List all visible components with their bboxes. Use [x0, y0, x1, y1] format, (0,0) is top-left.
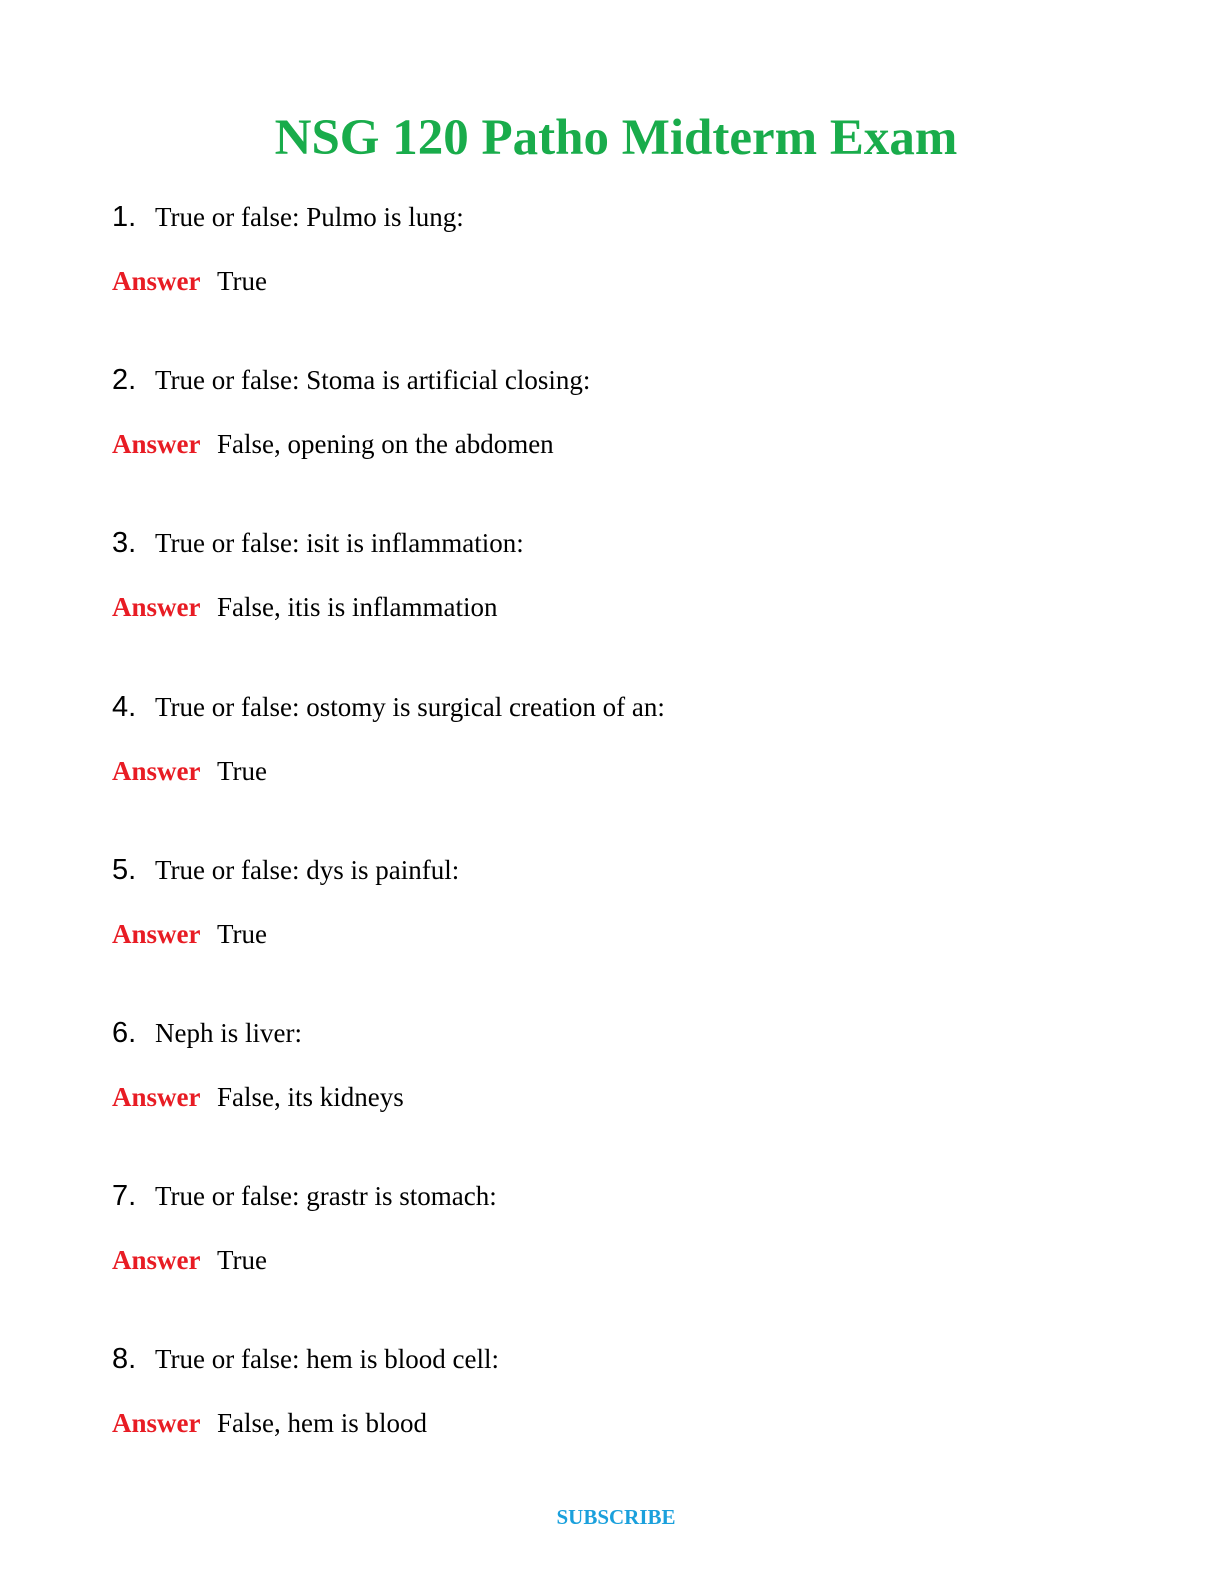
question-number: 7. [112, 1180, 137, 1212]
question-number: 6. [112, 1017, 137, 1049]
question-number: 8. [112, 1343, 137, 1375]
answer-label: Answer [112, 756, 201, 786]
answer-text: False, itis is inflammation [217, 592, 498, 622]
question-number: 4. [112, 691, 137, 723]
question-text: True or false: isit is inflammation: [155, 528, 524, 558]
question [112, 360, 1112, 400]
answer [112, 751, 1112, 791]
question-text: True or false: dys is painful: [155, 855, 460, 885]
answer-text: True [217, 919, 268, 949]
answer-label: Answer [112, 919, 201, 949]
question-number: 5. [112, 854, 137, 886]
qa-item-1 [112, 197, 1112, 301]
question-text: True or false: Stoma is artificial closing: [155, 365, 591, 395]
qa-item-7 [112, 1176, 1112, 1280]
question [112, 850, 1112, 890]
answer [112, 914, 1112, 954]
question [112, 1176, 1112, 1216]
answer [112, 424, 1112, 464]
answer [112, 1240, 1112, 1280]
answer [112, 261, 1112, 301]
question [112, 197, 1112, 237]
question [112, 1013, 1112, 1053]
question [112, 1339, 1112, 1379]
subscribe-link[interactable]: SUBSCRIBE [556, 1505, 676, 1529]
answer-text: True [217, 266, 268, 296]
answer-text: False, its kidneys [217, 1082, 404, 1112]
answer-label: Answer [112, 1245, 201, 1275]
question-number: 3. [112, 527, 137, 559]
answer-text: True [217, 1245, 268, 1275]
answer-label: Answer [112, 266, 201, 296]
question-number: 2. [112, 364, 137, 396]
qa-item-6 [112, 1013, 1112, 1117]
question-text: Neph is liver: [155, 1018, 302, 1048]
question [112, 523, 1112, 563]
answer-text: True [217, 756, 268, 786]
qa-item-4 [112, 687, 1112, 791]
qa-item-8 [112, 1339, 1112, 1443]
question-text: True or false: grastr is stomach: [155, 1181, 497, 1211]
answer [112, 1403, 1112, 1443]
question-number: 1. [112, 201, 137, 233]
answer-text: False, hem is blood [217, 1408, 427, 1438]
answer [112, 1077, 1112, 1117]
answer-label: Answer [112, 1408, 201, 1438]
question [112, 687, 1112, 727]
qa-item-5 [112, 850, 1112, 954]
answer [112, 587, 1112, 627]
answer-label: Answer [112, 429, 201, 459]
question-text: True or false: hem is blood cell: [155, 1344, 499, 1374]
answer-label: Answer [112, 592, 201, 622]
qa-item-2 [112, 360, 1112, 464]
question-text: True or false: Pulmo is lung: [155, 202, 464, 232]
page-title: NSG 120 Patho Midterm Exam [274, 110, 958, 166]
question-text: True or false: ostomy is surgical creation of an: [155, 692, 665, 722]
qa-item-3 [112, 523, 1112, 627]
answer-label: Answer [112, 1082, 201, 1112]
answer-text: False, opening on the abdomen [217, 429, 554, 459]
